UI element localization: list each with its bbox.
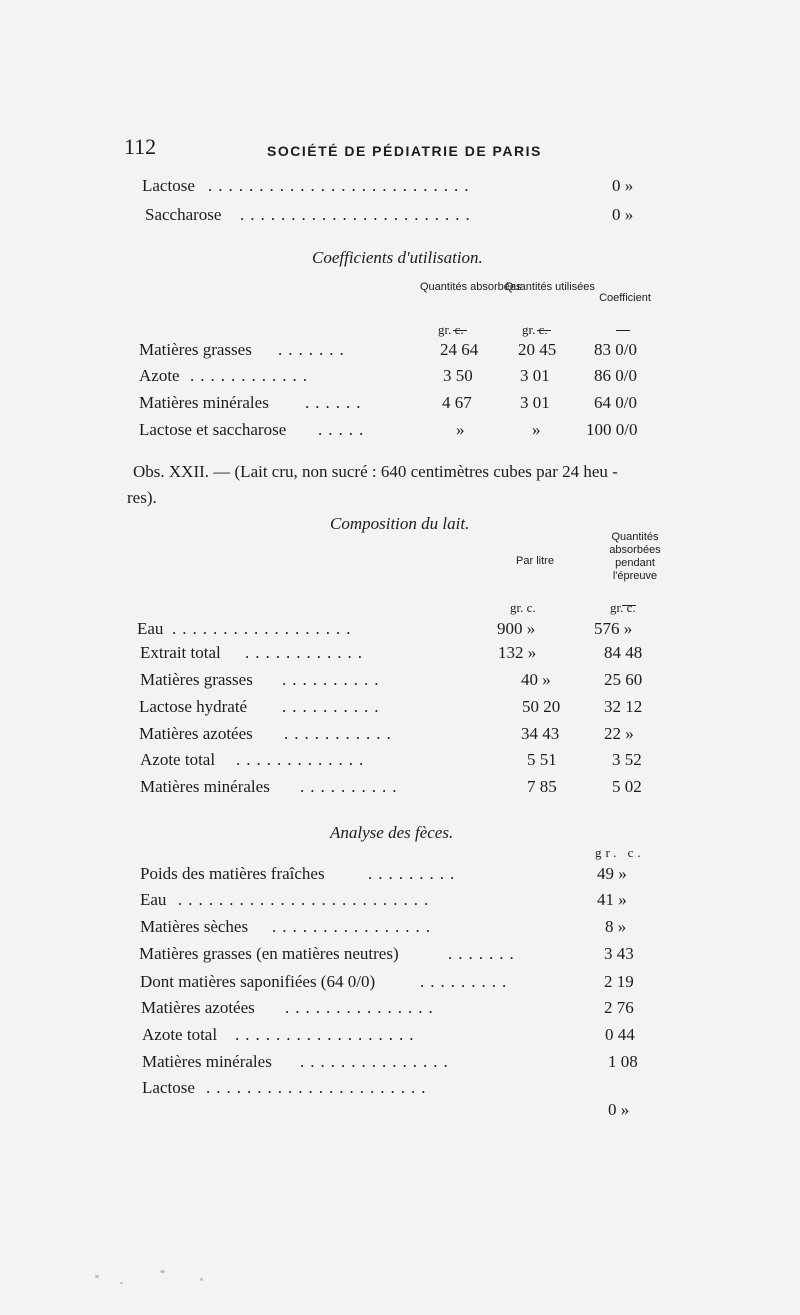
leader-dots: .......................... bbox=[208, 176, 475, 195]
leader-dots: ......... bbox=[420, 972, 513, 991]
leader-dots: .................. bbox=[172, 619, 357, 638]
observation-text: res). bbox=[127, 488, 157, 507]
cell: 3 52 bbox=[612, 750, 642, 769]
leader-dots: ....................... bbox=[240, 205, 476, 224]
cell: 49 » bbox=[597, 864, 627, 883]
table-row bbox=[0, 643, 800, 673]
row-label: Eau bbox=[140, 890, 167, 909]
leader-dots: ........... bbox=[284, 724, 397, 743]
cell: 5 51 bbox=[527, 750, 557, 769]
row-label: Azote total bbox=[142, 1025, 218, 1044]
item-value: 0 » bbox=[612, 176, 634, 195]
cell: » bbox=[456, 420, 465, 439]
scan-speck bbox=[120, 1282, 123, 1284]
cell: » bbox=[532, 420, 541, 439]
row-label: Matières sèches bbox=[140, 917, 249, 936]
cell: 50 20 bbox=[522, 697, 561, 716]
leader-dots: .................. bbox=[235, 1025, 420, 1044]
cell: 132 » bbox=[498, 643, 537, 662]
unit-label: gr. c. bbox=[438, 322, 464, 337]
cell: 8 » bbox=[605, 917, 627, 936]
cell: 1 08 bbox=[608, 1052, 638, 1071]
table-row bbox=[0, 890, 800, 920]
leader-dots: ......... bbox=[368, 864, 461, 883]
row-label: Matières minérales bbox=[140, 777, 270, 796]
section-title: Composition du lait. bbox=[330, 514, 470, 533]
cell: 2 19 bbox=[604, 972, 634, 991]
cell: 34 43 bbox=[521, 724, 560, 743]
table-row bbox=[0, 998, 800, 1028]
cell: 2 76 bbox=[604, 998, 634, 1017]
table-row bbox=[0, 697, 800, 727]
table-row bbox=[0, 777, 800, 807]
observation-text: Obs. XXII. — (Lait cru, non sucré : 640 centimètres cubes par 24 heu - bbox=[133, 462, 618, 481]
cell: 41 » bbox=[597, 890, 627, 909]
leader-dots: ......................... bbox=[178, 890, 435, 909]
item-label: Lactose bbox=[142, 176, 195, 195]
table-row bbox=[0, 1078, 800, 1119]
row-label: Eau bbox=[137, 619, 164, 638]
table-row bbox=[0, 1025, 800, 1055]
cell: 25 60 bbox=[604, 670, 643, 689]
cell: 40 » bbox=[521, 670, 551, 689]
list-item bbox=[0, 205, 800, 235]
cell: 86 0/0 bbox=[594, 366, 637, 385]
row-label: Azote total bbox=[140, 750, 216, 769]
running-title: SOCIÉTÉ DE PÉDIATRIE DE PARIS bbox=[267, 143, 542, 159]
row-label: Poids des matières fraîches bbox=[140, 864, 325, 883]
leader-dots: .......... bbox=[282, 670, 385, 689]
cell: 32 12 bbox=[604, 697, 643, 716]
cell: 4 67 bbox=[442, 393, 472, 412]
table-row bbox=[0, 393, 800, 423]
item-value: 0 » bbox=[612, 205, 634, 224]
item-label: Saccharose bbox=[145, 205, 222, 224]
cell: 24 64 bbox=[440, 340, 479, 359]
column-header: Quantités absorbées bbox=[420, 281, 522, 293]
scan-speck bbox=[160, 1270, 165, 1273]
cell: 64 0/0 bbox=[594, 393, 637, 412]
leader-dots: ............... bbox=[285, 998, 439, 1017]
column-header: Coefficient bbox=[599, 292, 651, 304]
cell: 900 » bbox=[497, 619, 536, 638]
cell: 84 48 bbox=[604, 643, 643, 662]
cell: 576 » bbox=[594, 619, 633, 638]
leader-dots: ............ bbox=[190, 366, 313, 385]
row-label: Matières minérales bbox=[142, 1052, 272, 1071]
cell: 20 45 bbox=[518, 340, 557, 359]
row-label: Matières grasses bbox=[140, 670, 253, 689]
table-row bbox=[0, 944, 800, 974]
leader-dots: .......... bbox=[282, 697, 385, 716]
section-title: Coefficients d'utilisation. bbox=[312, 248, 483, 267]
table-row bbox=[0, 917, 800, 947]
row-label: Dont matières saponifiées (64 0/0) bbox=[140, 972, 376, 991]
row-label: Lactose bbox=[142, 1078, 195, 1097]
row-label: Matières azotées bbox=[139, 724, 253, 743]
cell: 5 02 bbox=[612, 777, 642, 796]
leader-dots: ..... bbox=[318, 420, 370, 439]
cell: 100 0/0 bbox=[586, 420, 638, 439]
row-label: Matières grasses bbox=[139, 340, 252, 359]
table-row bbox=[0, 366, 800, 396]
leader-dots: ....... bbox=[278, 340, 350, 359]
column-header: Quantités absorbées pendant l'épreuve bbox=[609, 531, 661, 582]
column-header: Quantités utilisées bbox=[505, 281, 595, 293]
row-label: Lactose et saccharose bbox=[139, 420, 287, 439]
cell: 3 01 bbox=[520, 366, 550, 385]
section-title: Analyse des fèces. bbox=[330, 823, 454, 842]
leader-dots: ................ bbox=[272, 917, 436, 936]
leader-dots: ............ bbox=[245, 643, 368, 662]
unit-label: gr. c. bbox=[522, 322, 548, 337]
unit-label: gr. c. bbox=[595, 845, 645, 860]
header-rule bbox=[616, 318, 630, 336]
column-header: Par litre bbox=[516, 555, 554, 567]
table-row bbox=[0, 750, 800, 780]
cell: 3 43 bbox=[604, 944, 634, 963]
leader-dots: ............... bbox=[300, 1052, 454, 1071]
leader-dots: .......... bbox=[300, 777, 403, 796]
row-label: Lactose hydraté bbox=[139, 697, 248, 716]
unit-label: gr. c. bbox=[610, 600, 636, 615]
row-label: Azote bbox=[139, 366, 180, 385]
cell: 22 » bbox=[604, 724, 634, 743]
table-row bbox=[0, 670, 800, 700]
row-label: Matières minérales bbox=[139, 393, 269, 412]
page-number: 112 bbox=[124, 134, 157, 159]
cell: 0 » bbox=[608, 1100, 630, 1119]
table-row bbox=[0, 420, 800, 450]
list-item bbox=[0, 176, 800, 206]
leader-dots: ....... bbox=[448, 944, 520, 963]
row-label: Matières azotées bbox=[141, 998, 255, 1017]
row-label: Extrait total bbox=[140, 643, 221, 662]
row-label: Matières grasses (en matières neutres) bbox=[139, 944, 399, 963]
unit-label: gr. c. bbox=[510, 600, 536, 615]
cell: 83 0/0 bbox=[594, 340, 637, 359]
scan-speck bbox=[200, 1278, 203, 1281]
cell: 0 44 bbox=[605, 1025, 635, 1044]
scan-speck bbox=[95, 1275, 99, 1278]
leader-dots: ...................... bbox=[206, 1078, 432, 1097]
cell: 7 85 bbox=[527, 777, 557, 796]
leader-dots: ............. bbox=[236, 750, 370, 769]
cell: 3 01 bbox=[520, 393, 550, 412]
leader-dots: ...... bbox=[305, 393, 367, 412]
cell: 3 50 bbox=[443, 366, 473, 385]
